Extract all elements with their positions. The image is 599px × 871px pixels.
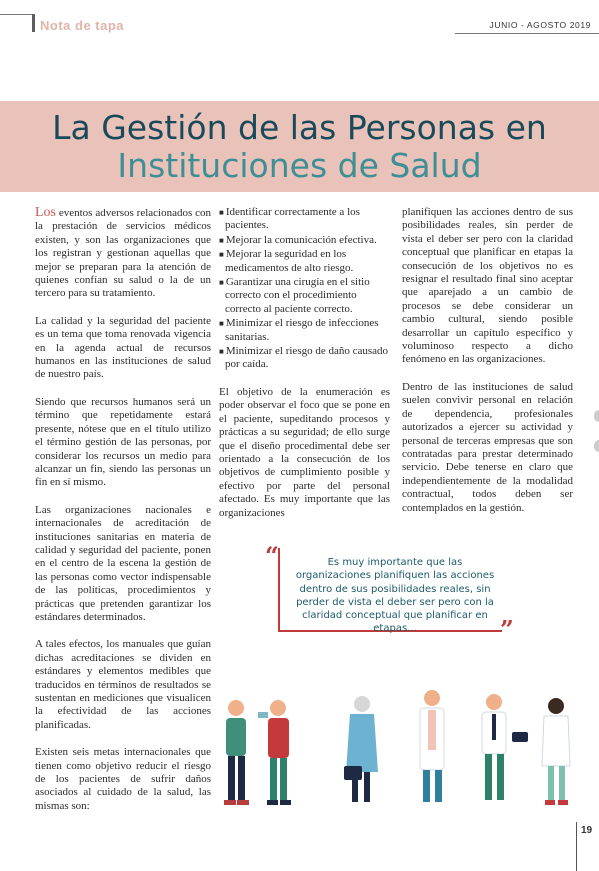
list-item bbox=[219, 206, 390, 233]
bullet-icon: ■ bbox=[219, 278, 226, 288]
lead-word: Los bbox=[35, 205, 56, 220]
quote-open-mark: “ bbox=[265, 541, 279, 570]
person-icon bbox=[344, 696, 378, 802]
person-icon bbox=[482, 694, 528, 800]
pull-quote: Es muy importante que las organizaciones planifiquen las acciones dentro de sus posibilidades reales, sin perder de vista el deber ser pero con la claridad conceptual que planificar en etapas... bbox=[295, 557, 495, 635]
bullet-icon: ■ bbox=[219, 347, 226, 357]
bullet-icon: ■ bbox=[219, 319, 226, 329]
list-item bbox=[219, 234, 390, 247]
quote-close-mark: ” bbox=[500, 615, 514, 644]
page-edge-mark bbox=[594, 440, 599, 452]
header-marker bbox=[32, 14, 35, 32]
list-item-text: Minimizar el riesgo de infecciones sanitarias. bbox=[225, 317, 379, 343]
person-icon bbox=[542, 698, 570, 805]
column-2 bbox=[219, 206, 390, 534]
page-number-rule bbox=[576, 822, 577, 871]
paragraph: Dentro de las instituciones de salud suelen convivir personal en relación de dependencia, profesionales autorizados a ejercer su actividad y personal de terceras empresas que son contratadas para prestar determinado servicio. Debe tenerse en claro que independientemente de la modalidad contractual, todos deben ser contemplados en la gestión. bbox=[402, 380, 573, 514]
header-rule-right bbox=[455, 33, 599, 34]
page-number: 19 bbox=[581, 825, 593, 836]
paragraph: A tales efectos, los manuales que guían dichas acreditaciones se dividen en estándares y elementos medibles que traducidos en términos de resultados se sustentan en mediciones que visualicen la efectividad de las acciones planificadas. bbox=[35, 638, 211, 731]
title-line-2: Instituciones de Salud bbox=[117, 146, 482, 185]
list-item bbox=[219, 317, 390, 344]
bullet-icon: ■ bbox=[219, 208, 226, 217]
paragraph: La calidad y la seguridad del paciente es un tema que toma renovada vigencia en la agenda actual de recursos humanos en las instituciones de salud de nuestro país. bbox=[35, 314, 211, 381]
paragraph: El objetivo de la enumeración es poder observar el foco que se pone en el paciente, supeditando procesos y prácticas a su seguridad; de ello surge que el diseño procedimental debe ser orientado a la consecución de los objetivos de cumplimiento posible y efectivo por parte del personal afectado. Es muy importante que las organizaciones bbox=[219, 385, 390, 519]
bullet-icon: ■ bbox=[219, 250, 226, 260]
list-item-text: Mejorar la seguridad en los medicamentos de alto riesgo. bbox=[225, 248, 354, 274]
column-3 bbox=[402, 206, 573, 529]
paragraph: planifiquen las acciones dentro de sus posibilidades reales, sin perder de vista el deber ser pero con la claridad conceptual que planificar en etapas la consecución de los objetivos no es resignar el resultado final sino aceptar que aparejado a un cambio de procesos se debe considerar un cambio cultural, siendo posible desarrollar un capítulo específico y voluminoso respecto a dicho fenómeno en las organizaciones. bbox=[402, 206, 573, 366]
list-item bbox=[219, 345, 390, 372]
goals-list bbox=[219, 206, 390, 372]
list-item bbox=[219, 276, 390, 316]
healthcare-staff-illustration bbox=[210, 682, 580, 812]
title-line-1: La Gestión de las Personas en bbox=[52, 108, 547, 147]
issue-date: JUNIO - AGOSTO 2019 bbox=[489, 20, 591, 30]
bullet-icon: ■ bbox=[219, 235, 226, 245]
header-rule-left bbox=[0, 14, 32, 15]
person-icon bbox=[224, 700, 249, 805]
paragraph-text: eventos adversos relacionados con la prestación de servicios médicos existen, y son las organizaciones que los registran y gestionan aquellas que mejor se preparan para la atención de quienes confían su salud o la de un tercero para su tratamiento. bbox=[35, 207, 211, 300]
paragraph: Las organizaciones nacionales e internacionales de acreditación de instituciones sanitarias en materia de calidad y seguridad del paciente, ponen en el centro de la escena la gestión de las personas como vector indispensable de las políticas, procedimientos y prácticas que pretenden garantizar los estándares determinados. bbox=[35, 503, 211, 623]
column-1 bbox=[35, 206, 211, 827]
article-title bbox=[0, 109, 599, 185]
person-icon bbox=[420, 690, 444, 802]
page-edge-mark bbox=[594, 410, 599, 422]
person-icon bbox=[258, 700, 291, 805]
list-item-text: Minimizar el riesgo de daño causado por caída. bbox=[225, 345, 389, 371]
paragraph: Existen seis metas internacionales que tienen como objetivo reducir el riesgo de los pacientes de sufrir daños asociados al cuidado de la salud, las mismas son: bbox=[35, 746, 211, 812]
list-item-text: Identificar correctamente a los pacientes. bbox=[225, 206, 360, 232]
list-item-text: Garantizar una cirugía en el sitio correcto con el procedimiento correcto al paciente correcto. bbox=[225, 276, 370, 315]
list-item bbox=[219, 248, 390, 275]
paragraph: Siendo que recursos humanos será un término que repetidamente estará presente, nótese que en el título utilizo el término gestión de las personas, por considerar los recursos un medio para alcanzar un fin, siendo las personas un fin en sí mismo. bbox=[35, 395, 211, 489]
paragraph bbox=[35, 206, 211, 301]
section-label: Nota de tapa bbox=[40, 18, 125, 33]
list-item-text: Mejorar la comunicación efectiva. bbox=[225, 233, 377, 246]
